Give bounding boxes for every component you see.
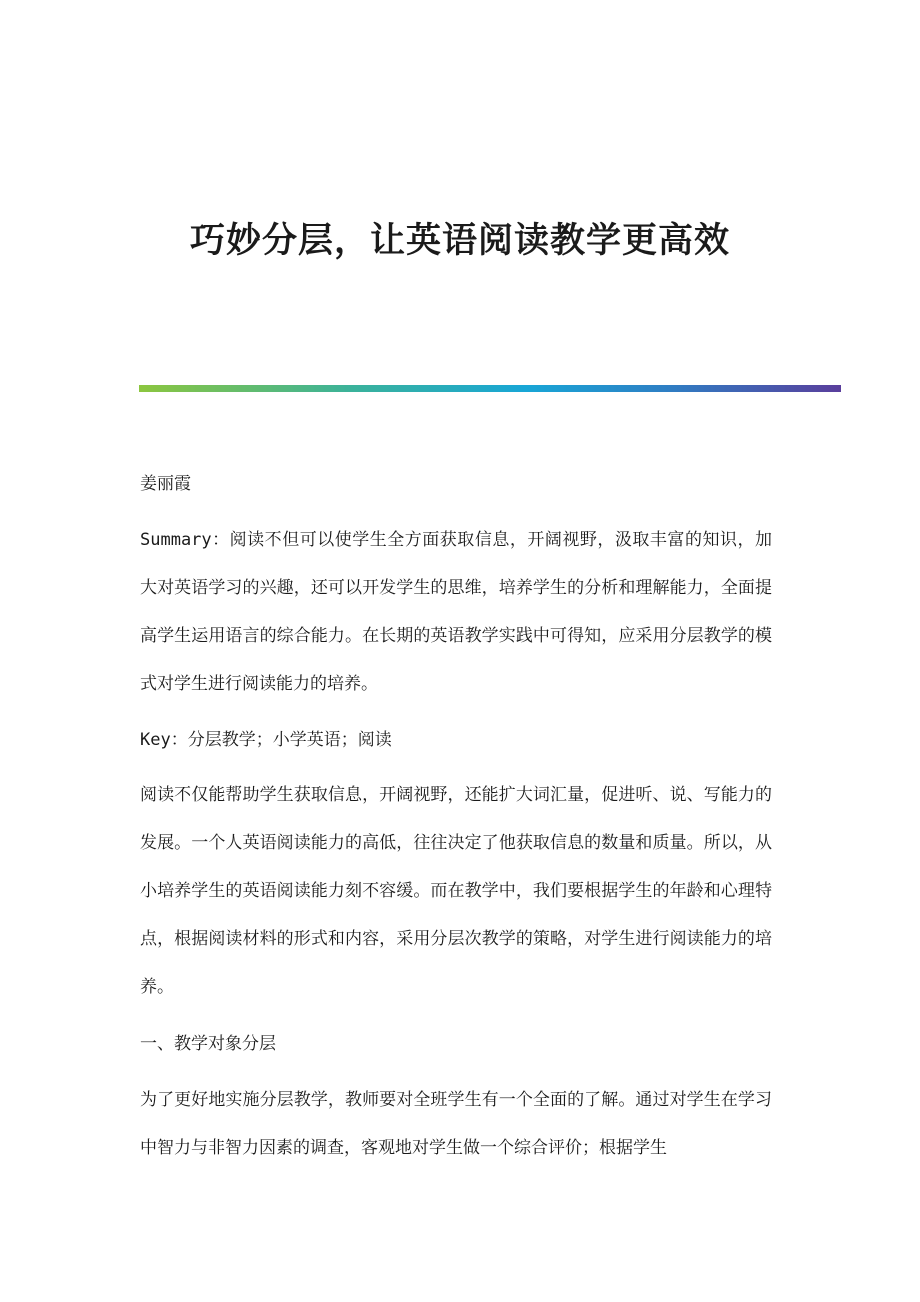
keywords-line: Key：分层教学；小学英语；阅读 — [140, 730, 392, 750]
author-name: 姜丽霞 — [140, 474, 191, 494]
intro-paragraph: 阅读不仅能帮助学生获取信息，开阔视野，还能扩大词汇量，促进听、说、写能力的发展。一个人英语阅读能力的高低，往往决定了他获取信息的数量和质量。所以，从小培养学生的英语阅读能力刻不容缓。而在教学中，我们要根据学生的年龄和心理特点，根据阅读材料的形式和内容，采用分层次教学的策略，对学生进行阅读能力的培养。 — [140, 785, 772, 997]
section-paragraph: 为了更好地实施分层教学，教师要对全班学生有一个全面的了解。通过对学生在学习中智力与非智力因素的调查，客观地对学生做一个综合评价；根据学生 — [140, 1090, 772, 1158]
section-heading: 一、教学对象分层 — [140, 1034, 276, 1054]
title-divider — [139, 385, 841, 392]
document-title: 巧妙分层，让英语阅读教学更高效 — [189, 220, 730, 261]
summary-paragraph: Summary：阅读不但可以使学生全方面获取信息，开阔视野，汲取丰富的知识，加大对英语学习的兴趣，还可以开发学生的思维，培养学生的分析和理解能力，全面提高学生运用语言的综合能力。在长期的英语教学实践中可得知，应采用分层教学的模式对学生进行阅读能力的培养。 — [140, 530, 772, 694]
